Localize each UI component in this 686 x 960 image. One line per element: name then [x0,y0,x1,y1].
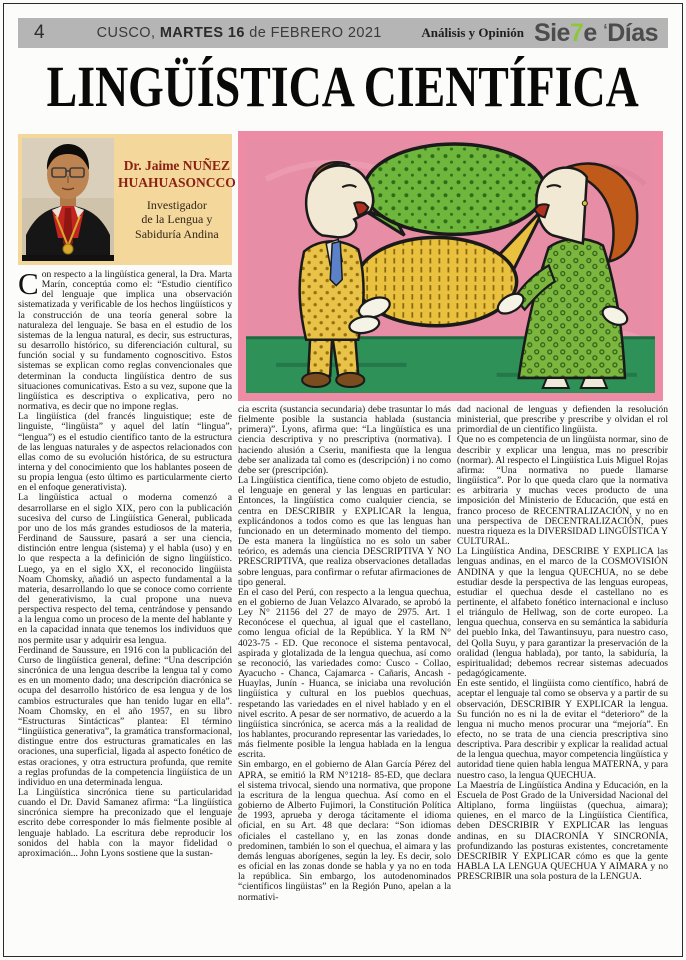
logo-e: e [583,18,597,47]
date-rest: de FEBRERO 2021 [249,25,382,41]
column-3-paragraphs [457,405,668,882]
article-paragraph: La Maestría de Lingüística Andina y Educación, en la Escuela de Post Grado de la Universidad Nacional del Altiplano, forma lingüistas (quechua, aimara); quienes, en el marco de la Lingüística Científica, deben DESCRIBIR Y EXPLICAR las lenguas andinas, en su DIACRONÍA Y SINCRONÍA, profundizando las posturas existentes, concretamente DESCRIBIR Y EXPLICAR cómo es que la gente HABLA LA LENGUA QUECHUA Y AIMARA y no PRESCRIBIR una sola postura de la LENGUA. [457,779,668,883]
author-box [18,134,236,265]
article-paragraph: Que no es competencia de un lingüista normar, sino de describir y explicar una lengua, mas no prescribir (normar). Al respecto el Lingüística Luis Miguel Rojas afirma: “Una normativa no puede llamarse lingüística”. Por lo que queda claro que la normativa es arbitraria y muchas veces producto de una imposición del Ministerio de Educación, que está en franco proceso de RECENTRALIZACIÓN, y no en una perspectiva de DECENTRALIZACIÓN, pues nuestra riqueza es la DIVERSIDAD LINGÜÍSTICA Y CULTURAL. [457,434,669,548]
first-paragraph-text: on respecto a la lingüística general, la Dra. Marta Marín, conceptúa como el: “Estudio científico del lenguaje que implica una observación sistematizada y verificable de los hechos lingüísticos y la construcción de una teoría general sobre la naturaleza del lenguaje. Se basa en el estudio de los sistemas de la lengua natural, es decir, sus estructuras, su desarrollo histórico, su diferenciación cultural, su función social y su fundamento cognoscitivo. Estos sistemas se explican como reglas convencionales que determinan la conducta lingüística dentro de sus situaciones comunicativas. Esto a su vez, supone que la lingüística es descriptiva o explicativa, pero no normativa, es decir que no impone reglas. [18,269,232,413]
author-name: Dr. Jaime NUÑEZ HUAHUASONCCO [118,158,236,190]
page-number: 4 [34,22,45,43]
newspaper-logo [534,19,658,48]
headline [0,50,686,122]
author-photo [22,138,114,261]
article-paragraph [18,266,232,413]
logo-dias: Días [607,18,658,47]
column-2-paragraphs [238,405,451,903]
logo-sie: Sie [533,18,570,47]
article-paragraph: La Lingüística Andina, DESCRIBE Y EXPLICA las lenguas andinas, en el marco de la COSMOVISIÓN ANDINA y que la lengua QUECHUA, no se debe estudiar desde la perspectiva de las lenguas europeas, estudiar el quechua desde el castellano no es pertinente, el alfabeto fonético internacional e incluso el triángulo de Hellwag, son de corte europeo. La lengua quechua, conserva en su semántica la sabiduría del pueblo Inka, del Tawantinsuyu, para nuestro caso, del Qolla Suyu, y para garantizar la preservación de la oralidad (lengua hablada), por tanto, la sabiduría, la espiritualidad; debemos recrear sistemas adecuados pedagógicamente. [457,546,668,680]
date-city: CUSCO, [96,25,156,41]
illustration-drawing [246,139,655,393]
article-column-1 [18,266,232,953]
author-info [114,158,240,240]
header-bar [18,18,668,48]
logo-seven: 7 [569,18,584,47]
conversation-illustration [238,131,663,401]
author-role: Investigador de la Lengua y Sabiduría Andina [135,198,219,241]
green-speech-bubble [362,144,544,235]
article-column-2 [238,405,451,953]
column-1-paragraphs [18,412,232,859]
article-column-3 [457,405,668,953]
article-paragraph: Ferdinand de Saussure, en 1916 con la publicación del Curso de lingüística general, define: “Una descripción sincrónica de una lengua describe la lengua tal y como es en un momento dado; una descripción diacrónica se ocupa del desarrollo histórico de esa lengua y de los cambios estructurales que han tenido lugar en ella”. Noam Chomsky, en el año 1957, en su libro “Estructuras Sintácticas” plantea: El término “lingüística generativa”, la gramática transformacional, distingue entre dos estructuras gramaticales en las oraciones, una superficial, ligada al aspecto fonético de estas oraciones, y otra estructura profunda, que remite a reglas profundas de la competencia lingüística de un individuo en una determinada lengua. [18,644,232,788]
article-paragraph: La lingüística actual o moderna comenzó a desarrollarse en el siglo XIX, pero con la publicación sucesiva del curso de Lingüística General, publicada por uno de los más grandes estudiosos de la materia, Ferdinand de Saussure, pasará a ser una ciencia, distinción entre lengua (sistema) y el habla (uso) y en lo que respecta a la definición de signo lingüístico. Luego, ya en el siglo XX, el reconocido lingüista Noam Chomsky, añadió un aspecto fundamental a la materia, desarrollando lo que se conoce como corriente del generativismo, la cual propone una nueva perspectiva respecto del tema, centrándose y pensando a la lengua como un proceso de la mente del hablante y en la capacidad innata que tenemos los individuos que nos permite usar y adquirir esa lengua. [18,492,232,646]
article-paragraph: dad nacional de lenguas y defienden la resolución ministerial, que prescribe y prescribe y olvidan el rol primordial de un científico lingüista. [457,404,668,436]
logo-mark-icon: ‘ [603,21,608,39]
drop-cap: C [18,266,39,301]
date-day: MARTES 16 [159,25,245,41]
article-paragraph: cia escrita (sustancia secundaria) debe trasuntar lo más fielmente posible la sustancia hablada (sustancia primera)”. Lyons, afirma que: “La lingüística es una ciencia descriptiva y no prescriptiva (normativa). I haciendo alusión a Cseriu, manifiesta que la lengua debe ser analizada tal como es (descripción) i no como debe ser (prescripción). [238,404,451,476]
headline-text: LINGÜÍSTICA CIENTÍFICA [47,53,640,119]
article-paragraph: La lingüística (del francés linguistique; este de linguiste, “lingüista” y aquel del latín “lingua”, “lengua”) es el estudio científico tanto de la estructura de las lenguas naturales y de aspectos relacionados con ellas como de su evolución histórica, de su estructura interna y del conocimiento que los hablantes poseen de su propia lengua (esto último es particularmente cierto en el enfoque generativista). [18,411,232,494]
article-paragraph: En el caso del Perú, con respecto a la lengua quechua, en el gobierno de Juan Velazco Alvarado, se aprobó la Ley N° 21156 del 27 de mayo de 2975. Art. 1 Reconócese el quechua, al igual que el castellano, como lengua oficial de la República. Y la RM N° 4023-75 - ED. Que reconoce el sistema pentavocal, aspirada y glotalizada de la lengua quechua, así como se reconoció, las variedades como: Cusco - Collao, Ayacucho - Chanca, Cajamarca - Cañaris, Ancash - Huaylas, Junín - Huanca, se iniciaba una revolución lingüística y cultural en los pueblos quechuas, respetando las variedades en el nivel hablado y en el nivel escrito. A pesar de ser normativo, de acuerdo a la lingüística sincrónica, se acerca más a la realidad de los hablantes, procurando representar las variedades, lo más fielmente posible la lengua hablada en la lengua escrita. [238,586,451,761]
date-line [97,25,382,41]
article-paragraph: En este sentido, el lingüista como científico, habrá de aceptar el lenguaje tal como se observa y a partir de su observación, DESCRIBIR Y EXPLICAR la lengua. Su función no es ni la de evitar el “deterioro” de la lengua ni mucho menos procurar una “mejoría”. En efecto, no se trata de una ciencia prescriptiva sino descriptiva. Para describir y explicar la realidad actual de la lengua quechua, mayor competencia lingüística y autoridad tiene quien habla lengua MATERNA, y para nuestro caso, la lengua QUECHUA. [457,678,668,781]
article-paragraph: Sin embargo, en el gobierno de Alan García Pérez del APRA, se emitió la RM N°1218- 85-ED, que declara el sistema trivocal, siendo una normativa, que propone la escritura de la lengua quechua. Así como en el gobierno de Alberto Fujimori, la Constitución Política de 1993, aprueba y deroga tácitamente el idioma oficial, en su Art. 48 que declara: “Son idiomas oficiales el castellano y, en las zonas donde predominen, también lo son el quechua, el aimara y las demás lenguas aborígenes, según la ley. Es decir, solo es oficial en las zonas donde se habla y ya no en toda la república. Sin embargo, los autodenominados “científicos lingüistas” en la Región Puno, apelan a la normativi- [238,759,451,903]
section-title: Análisis y Opinión [421,25,524,40]
article-paragraph: La Lingüística científica, tiene como objeto de estudio, el lenguaje en general y las lenguas en particular: Entonces, la lingüística como cualquier ciencia, se centra en DESCRIBIR y EXPLICAR la lengua, explicándonos a todos como es que las lenguas han funcionado en un determinado momento del tiempo. De esta manera la lingüística no es solo un saber teórico, es además una ciencia DESCRIPTIVA Y NO PRESCRIPTIVA, que realiza observaciones detalladas sobre lenguas, para confirmar o refutar afirmaciones de tipo general. [238,475,451,588]
article-paragraph: La Lingüística sincrónica tiene su particularidad cuando el Dr. David Samanez afirma: “La lingüística sincrónica siempre ha preconizado que el lenguaje escrito debe corresponder lo más fielmente posible al lenguaje hablado. La escritura debe reproducir los sonidos del habla con la mayor fidelidad o aproximación... John Lyons sostiene que la sustan- [18,786,232,859]
